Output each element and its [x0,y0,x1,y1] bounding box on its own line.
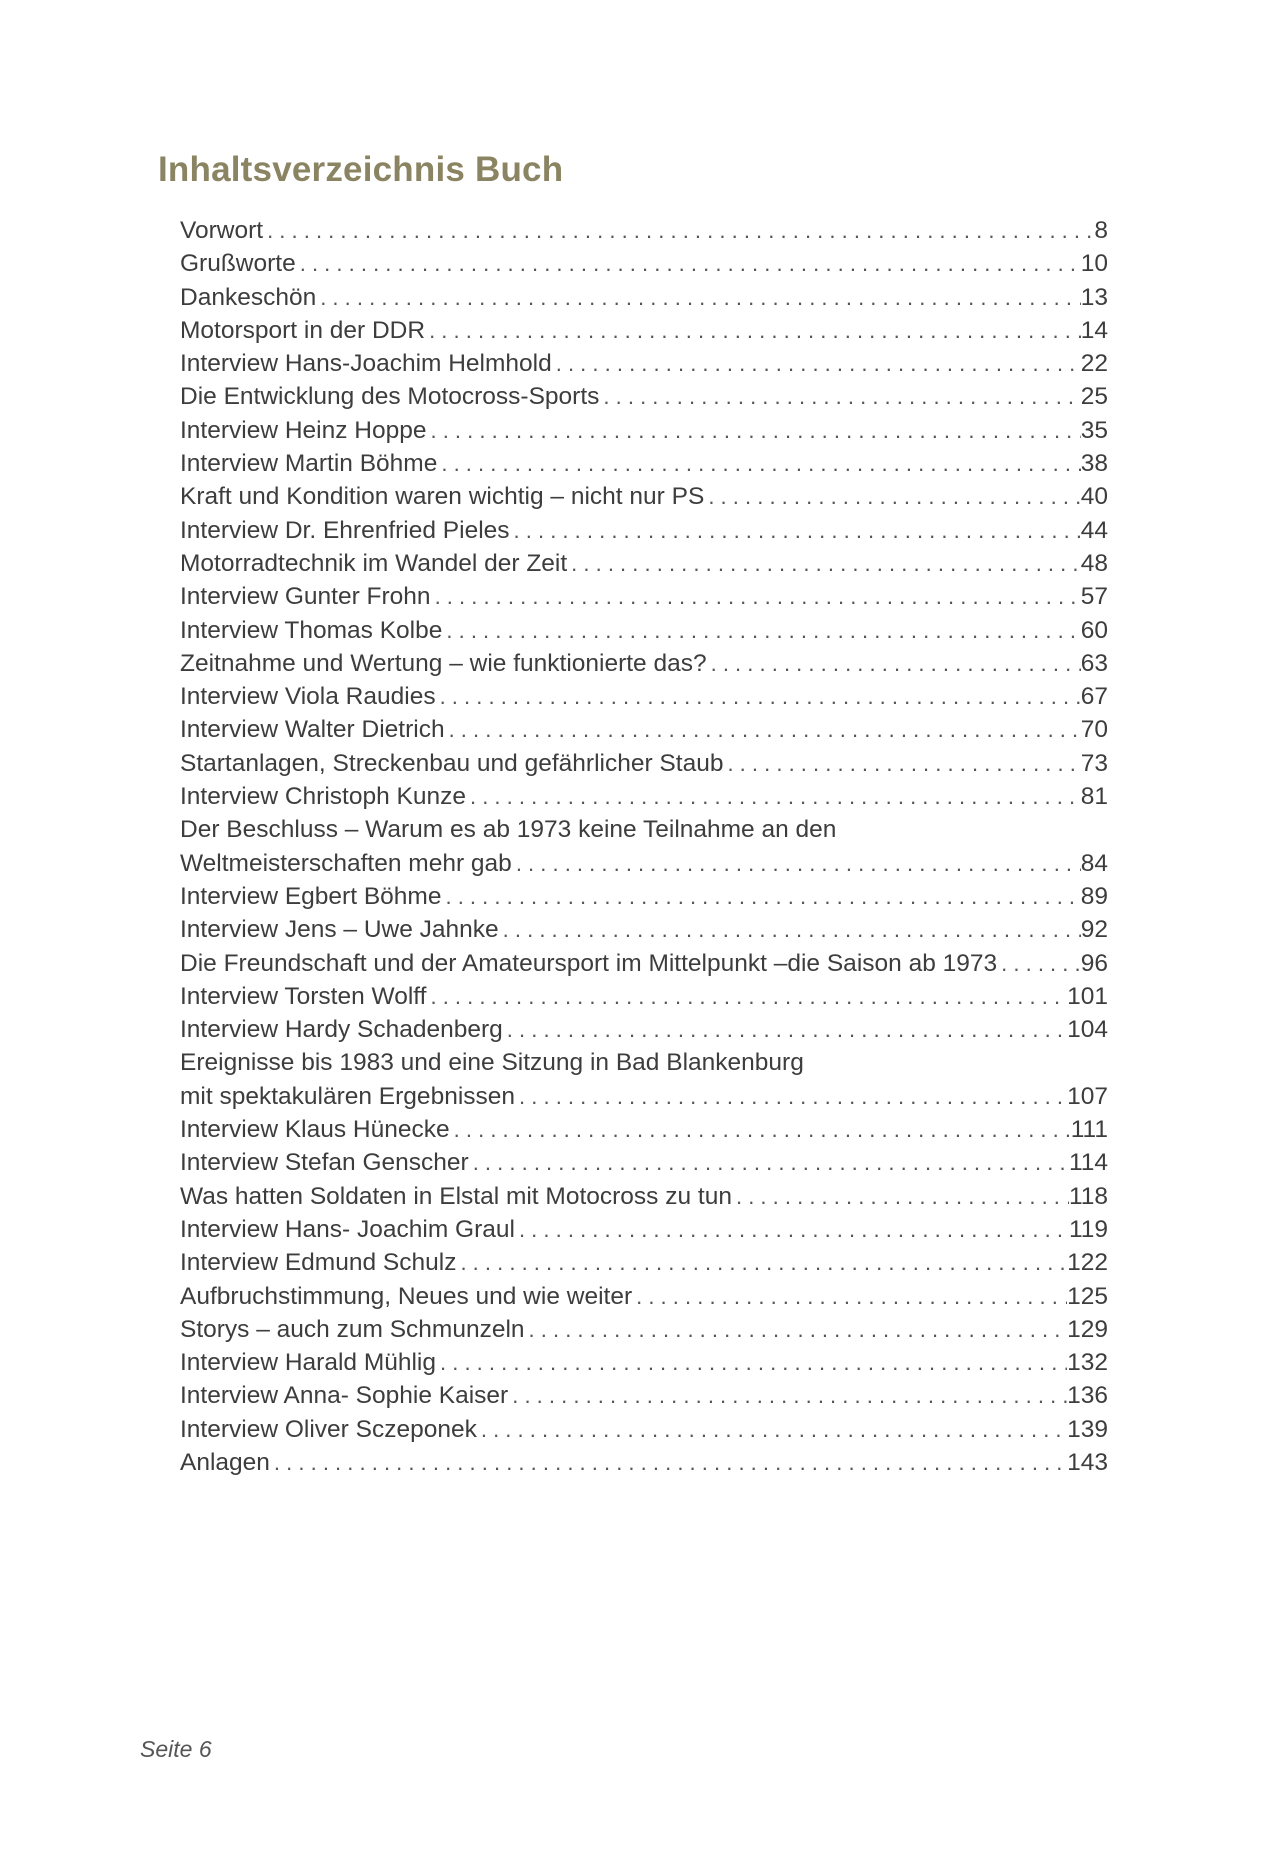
dot-leader [567,547,1081,580]
dot-leader [525,1313,1068,1346]
dot-leader [477,1413,1067,1446]
toc-entry-page: 129 [1067,1315,1108,1343]
toc-entry-title: Was hatten Soldaten in Elstal mit Motocross zu tun [180,1182,732,1210]
toc-entry-title: Interview Heinz Hoppe [180,416,427,444]
toc-entry-title: Storys – auch zum Schmunzeln [180,1315,525,1343]
toc-entry [180,547,1108,580]
dot-leader [425,314,1081,347]
toc-entry-page: 139 [1067,1415,1108,1443]
toc-entry-title: Interview Jens – Uwe Jahnke [180,916,499,944]
dot-leader [441,880,1080,913]
toc-entry [180,980,1108,1013]
toc-entry-title: Interview Stefan Genscher [180,1149,469,1177]
toc-entry [180,1146,1108,1179]
toc-entry [180,1379,1108,1412]
toc-entry [180,947,1108,980]
toc-entry [180,880,1108,913]
toc-entry [180,314,1108,347]
toc-entry [180,380,1108,413]
dot-leader [510,514,1081,547]
toc-entry-title: Der Beschluss – Warum es ab 1973 keine Teilnahme an den [180,816,837,844]
toc-entry [180,1280,1108,1313]
toc-entry-page: 73 [1080,749,1108,777]
dot-leader [704,480,1080,513]
toc-entry-page: 111 [1070,1116,1108,1144]
toc-entry [180,214,1108,247]
dot-leader [503,1013,1067,1046]
toc-entry-page: 22 [1080,350,1108,378]
toc-entry [180,1013,1108,1046]
toc-entry [180,1046,1108,1079]
toc-entry [180,347,1108,380]
dot-leader [732,1180,1069,1213]
page-number-footer: Seite 6 [140,1736,212,1762]
toc-entry-page: 114 [1068,1149,1108,1177]
dot-leader [512,847,1081,880]
dot-leader [515,1080,1067,1113]
toc-entry-page: 40 [1080,483,1108,511]
dot-leader [426,414,1080,447]
toc-entry [180,480,1108,513]
toc-entry-page: 35 [1080,416,1108,444]
toc-entry-title: Die Freundschaft und der Amateursport im Mittelpunkt –die Saison ab 1973 [180,949,998,977]
toc-entry-title: Interview Hardy Schadenberg [180,1016,503,1044]
toc-entry-title: Anlagen [180,1448,270,1476]
toc-entry-page: 96 [1080,949,1108,977]
toc-entry [180,1113,1108,1146]
toc-entry-title: Motorradtechnik im Wandel der Zeit [180,549,568,577]
toc-entry [180,780,1108,813]
toc-entry-title: Zeitnahme und Wertung – wie funktionierte das? [180,649,707,677]
toc-entry-page: 38 [1080,450,1108,478]
toc-entry-page: 119 [1068,1215,1108,1243]
toc-entry-page: 122 [1067,1249,1108,1277]
dot-leader [997,947,1081,980]
toc-entry [180,747,1108,780]
dot-leader [316,281,1081,314]
toc-entry-title: Interview Dr. Ehrenfried Pieles [180,516,510,544]
toc-entry-title: mit spektakulären Ergebnissen [180,1082,516,1110]
toc-entry-page: 92 [1080,916,1108,944]
toc-entry [180,580,1108,613]
toc-entry [180,1246,1108,1279]
toc-entry-title: Interview Oliver Sczeponek [180,1415,477,1443]
toc-entry [180,614,1108,647]
toc-entry [180,1180,1108,1213]
dot-leader [436,1346,1067,1379]
toc-entry-title: Interview Martin Böhme [180,450,438,478]
toc-entry-title: Interview Christoph Kunze [180,783,466,811]
toc-entry [180,414,1108,447]
toc-entry-title: Interview Egbert Böhme [180,882,442,910]
toc-entry-page: 84 [1080,849,1108,877]
dot-leader [599,380,1080,413]
toc-entry-title: Dankeschön [180,283,317,311]
toc-entry-page: 44 [1080,516,1108,544]
toc-entry-title: Ereignisse bis 1983 und eine Sitzung in Bad Blankenburg [180,1049,804,1077]
toc-entry [180,913,1108,946]
toc-entry-page: 63 [1080,649,1108,677]
toc-entry-title: Interview Viola Raudies [180,683,436,711]
toc-entry [180,1346,1108,1379]
toc-entry-title: Motorsport in der DDR [180,316,426,344]
toc-entry-page: 10 [1080,250,1108,278]
toc-entry-page: 136 [1067,1382,1108,1410]
toc-entry-page: 48 [1080,549,1108,577]
toc-entry-title: Interview Thomas Kolbe [180,616,443,644]
toc-entry-page: 70 [1080,716,1108,744]
dot-leader [466,780,1081,813]
toc-entry-page: 143 [1067,1448,1108,1476]
toc-entry-title: Interview Harald Mühlig [180,1349,436,1377]
toc-entry [180,447,1108,480]
toc-entry-title: Vorwort [180,217,264,244]
toc-entry-title: Interview Hans-Joachim Helmhold [180,350,552,378]
toc-entry [180,1213,1108,1246]
toc-entry [180,1080,1108,1113]
toc-entry-page: 81 [1080,783,1108,811]
toc-entry-title: Weltmeisterschaften mehr gab [180,849,512,877]
toc-entry [180,281,1108,314]
page-title: Inhaltsverzeichnis Buch [158,150,564,189]
dot-leader [442,614,1080,647]
toc-entry-title: Interview Klaus Hünecke [180,1116,450,1144]
toc-entry-title: Interview Torsten Wolff [180,982,427,1010]
toc-entry-title: Startanlagen, Streckenbau und gefährlicher Staub [180,749,724,777]
dot-leader [707,647,1081,680]
dot-leader [431,580,1081,613]
toc-entry-page: 101 [1067,982,1108,1010]
toc-entry-page: 89 [1080,882,1108,910]
table-of-contents [180,214,1108,1479]
dot-leader [469,1146,1069,1179]
toc-entry [180,1313,1108,1346]
dot-leader [436,680,1081,713]
toc-entry [180,847,1108,880]
toc-entry-page: 107 [1067,1082,1108,1110]
dot-leader [450,1113,1071,1146]
toc-entry-title: Interview Hans- Joachim Graul [180,1215,515,1243]
dot-leader [552,347,1081,380]
toc-entry-page: 13 [1080,283,1108,311]
toc-entry [180,713,1108,746]
toc-entry-page: 132 [1067,1349,1108,1377]
dot-leader [270,1446,1067,1479]
toc-entry-title: Interview Walter Dietrich [180,716,445,744]
toc-entry-title: Grußworte [180,250,296,278]
toc-entry-title: Interview Edmund Schulz [180,1249,457,1277]
toc-entry-page: 118 [1068,1182,1108,1210]
toc-entry-title: Aufbruchstimmung, Neues und wie weiter [180,1282,633,1310]
dot-leader [515,1213,1069,1246]
dot-leader [723,747,1080,780]
toc-entry-page: 57 [1080,583,1108,611]
dot-leader [263,214,1094,247]
dot-leader [445,713,1081,746]
dot-leader [632,1280,1067,1313]
toc-entry [180,1413,1108,1446]
toc-entry [180,514,1108,547]
dot-leader [437,447,1080,480]
toc-entry-title: Interview Anna- Sophie Kaiser [180,1382,509,1410]
toc-entry [180,813,1108,846]
toc-entry-title: Kraft und Kondition waren wichtig – nicht nur PS [180,483,705,511]
toc-entry [180,247,1108,280]
toc-entry-page: 60 [1080,616,1108,644]
dot-leader [456,1246,1067,1279]
dot-leader [426,980,1067,1013]
toc-entry-page: 14 [1080,316,1108,344]
dot-leader [499,913,1081,946]
toc-entry-page: 67 [1080,683,1108,711]
dot-leader [508,1379,1067,1412]
toc-entry-page: 104 [1067,1016,1108,1044]
toc-entry-page: 125 [1067,1282,1108,1310]
toc-entry-page: 25 [1080,383,1108,411]
toc-entry-page: 8 [1094,217,1108,244]
toc-entry [180,1446,1108,1479]
dot-leader [296,247,1081,280]
toc-entry-title: Die Entwicklung des Motocross-Sports [180,383,600,411]
toc-entry [180,680,1108,713]
toc-entry [180,647,1108,680]
toc-entry-title: Interview Gunter Frohn [180,583,431,611]
